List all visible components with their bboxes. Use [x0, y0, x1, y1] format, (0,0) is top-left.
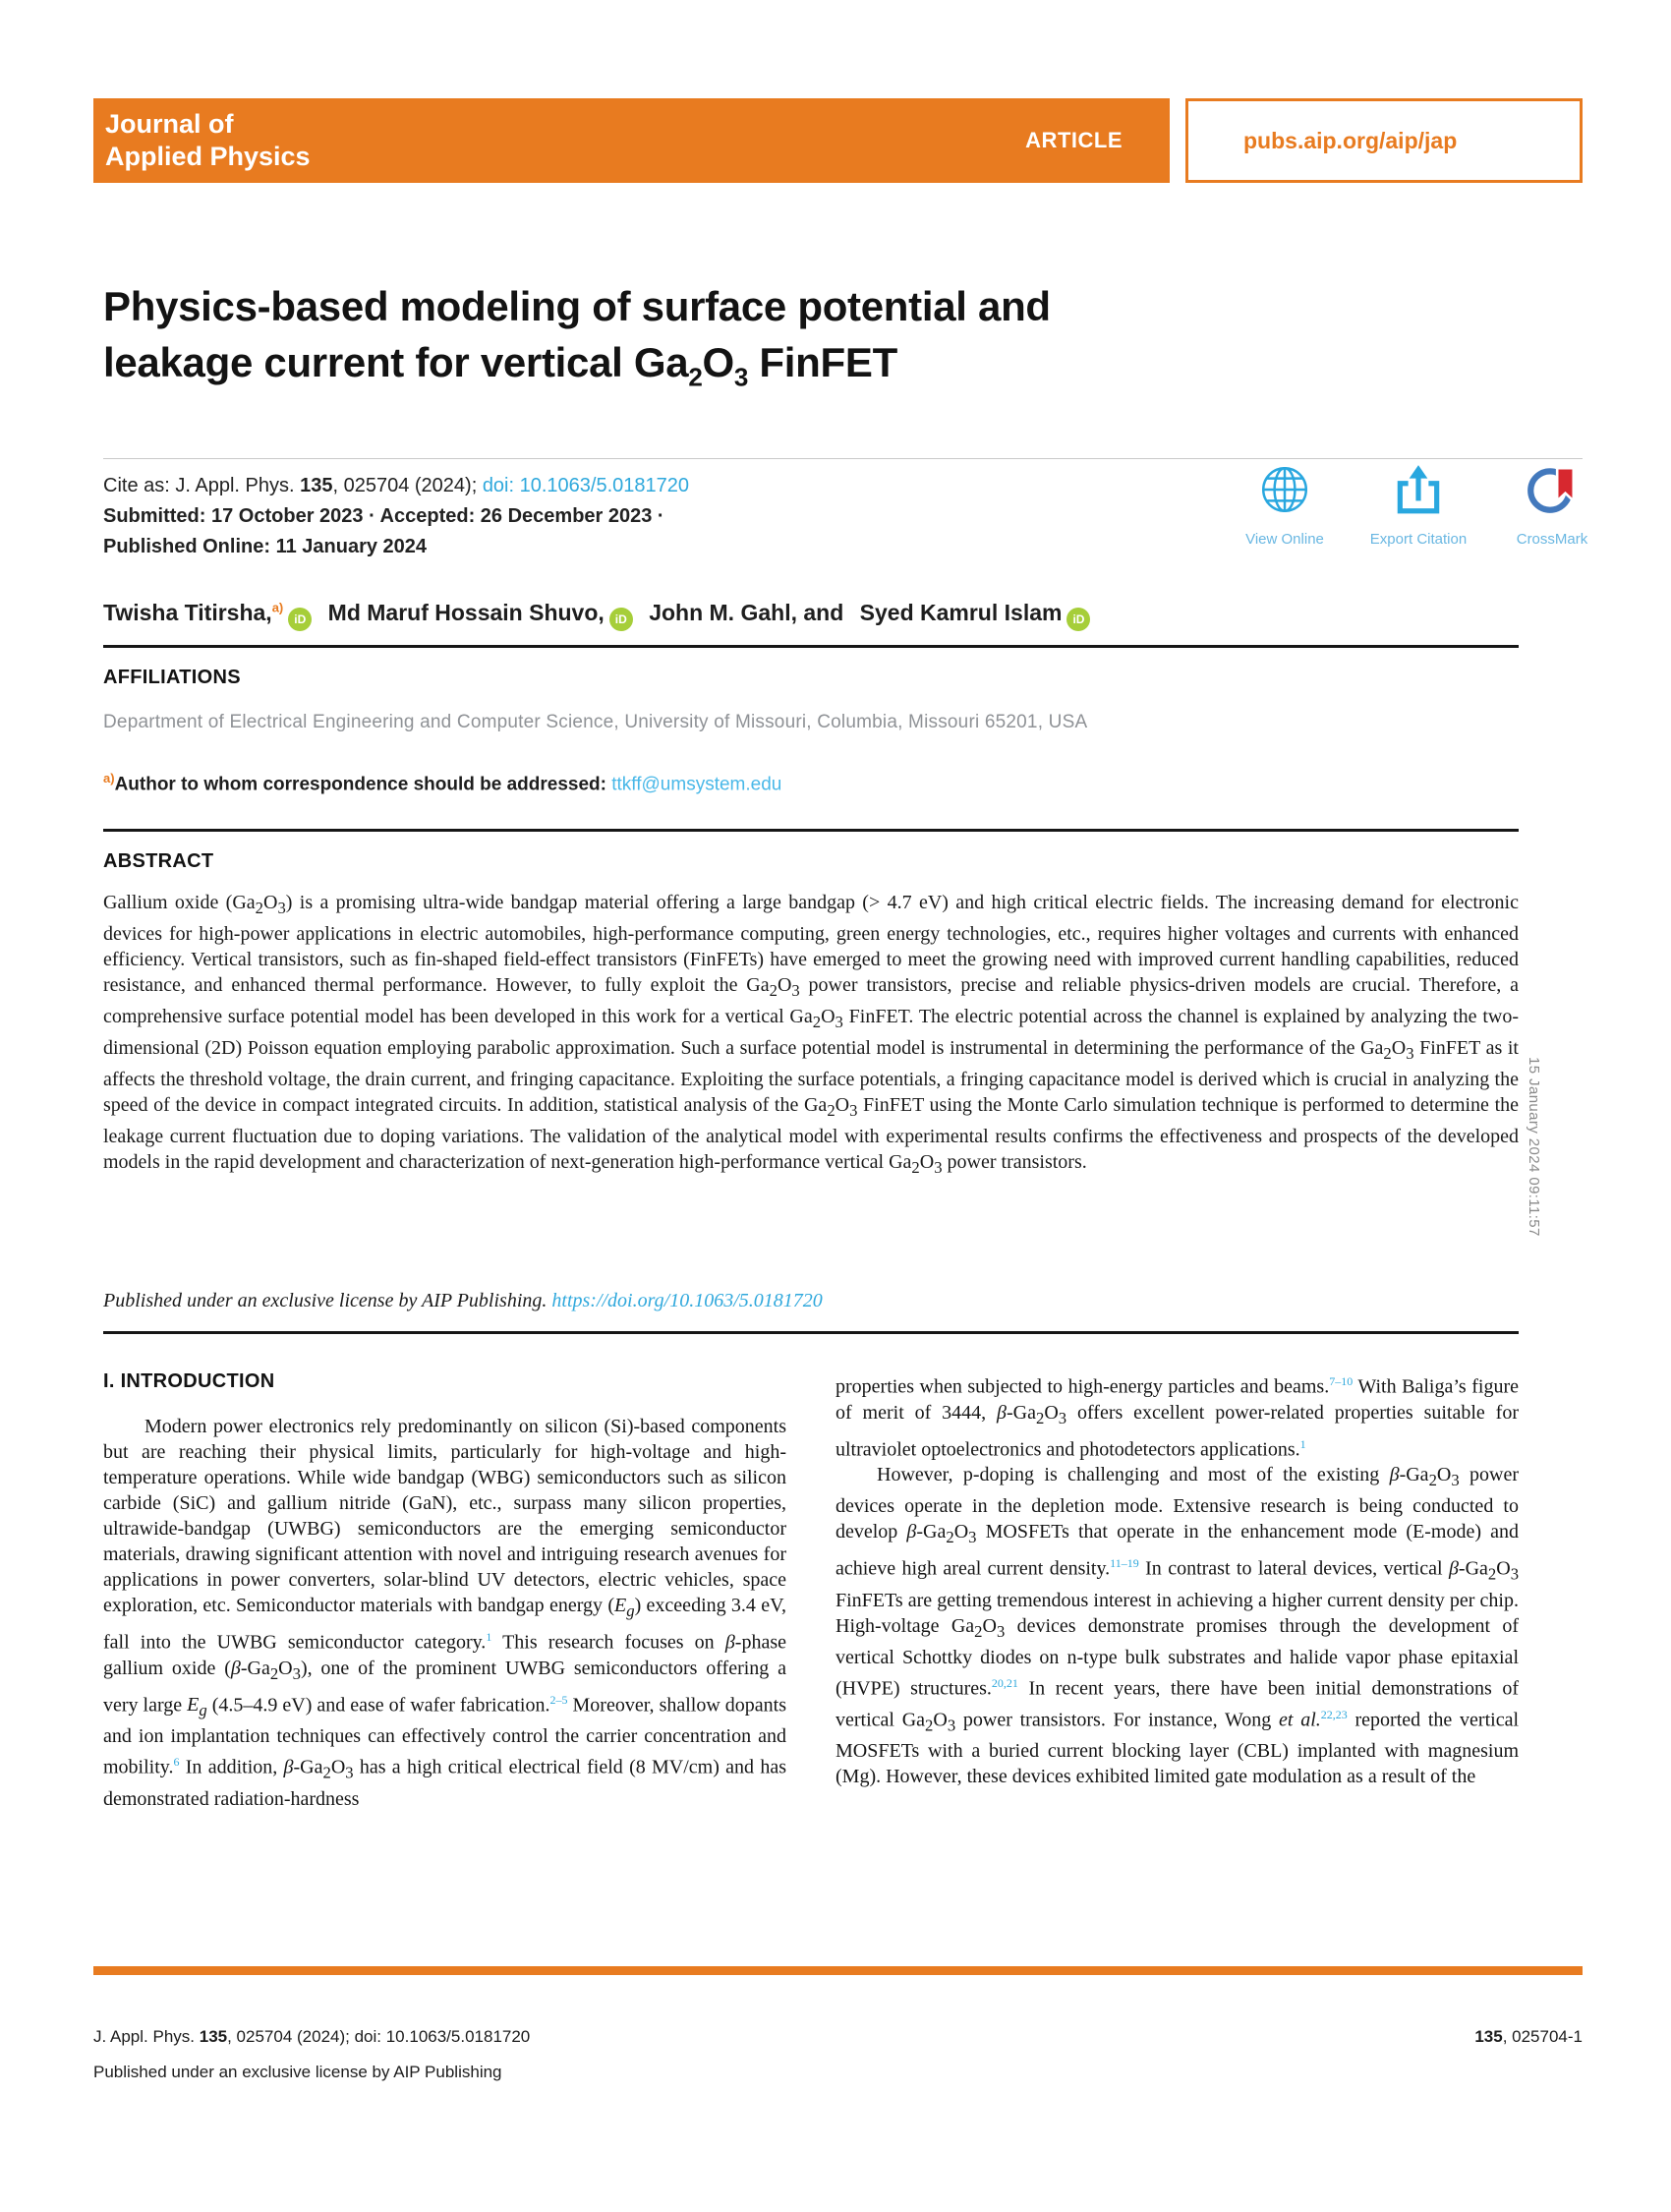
abstract-text: Gallium oxide $(Ga_2O_3)$ is a promising ultra-wide bandgap material offering a large bandgap (> 4.7 eV) and high critical electric fields. The increasing demand for electronic devices for high-power applications in electric automobiles, high-performance computing, green energy technologies, etc., requires higher voltages and currents with enhanced efficiency. Vertical transistors, such as fin-shaped field-effect transistors (FinFETs) have emerged to meet the growing need with improved current handling capabilities, reduced resistance, and enhanced thermal performance. However, to fully exploit the $Ga_2O_3$ power transistors, precise and reliable physics-driven models are crucial. Therefore, a comprehensive surface potential model has been developed in this work for a vertical $Ga_2O_3$ FinFET. The electric potential across the channel is explained by analyzing the two-dimensional (2D) Poisson equation employing parabolic approximation. Such a surface potential model is instrumental in determining the performance of the $Ga_2O_3$ FinFET as it affects the threshold voltage, the drain current, and fringing capacitance. Exploiting the surface potentials, a fringing capacitance model is derived which is crucial in analyzing the speed of the device in compact integrated circuits. In addition, statistical analysis of the $Ga_2O_3$ FinFET using the Monte Carlo simulation technique is performed to determine the leakage current fluctuation due to doping variations. The validation of the analytical model with experimental results confirms the effectiveness and prospects of the developed models in the rapid development and characterization of next-generation high-performance vertical $Ga_2O_3$ power transistors. — [103, 892, 1519, 1177]
crossmark-icon — [1525, 462, 1580, 522]
introduction-heading: I. INTRODUCTION — [103, 1370, 275, 1392]
intro-paragraph-right-2: However, p-doping is challenging and most of the existing $\beta-Ga_2O_3$ power devices operate in the depletion mode. Extensive research is being conducted to develop $\beta-Ga_2O_3$ MOSFETs that operate in the enhancement mode (E-mode) and achieve high areal current density.$^{11-19}$ In contrast to lateral devices, vertical $\beta-Ga_2O_3$ FinFETs are getting tremendous interest in achieving a higher current density per chip. High-voltage $Ga_2O_3$ devices demonstrate promises through the development of vertical Schottky diodes on n-type bulk substrates and halide vapor phase epitaxial (HVPE) structures.$^{20,21}$ In recent years, there have been initial demonstrations of vertical $Ga_2O_3$ power transistors. For instance, Wong et al.$^{22,23}$ reported the vertical MOSFETs with a buried current blocking layer (CBL) implanted with magnesium (Mg). However, these devices exhibited limited gate modulation as a result of the — [836, 1464, 1520, 1788]
download-timestamp: 15 January 2024 09:11:57 — [1526, 1057, 1542, 1237]
license-line: Published under an exclusive license by AIP Publishing. https://doi.org/10.1063/5.0181720 — [103, 1290, 823, 1311]
citation-block — [103, 471, 689, 562]
correspondence-note: $^{a)}$Author to whom correspondence should be addressed: ttkff@umsystem.edu — [103, 771, 782, 795]
divider-thick — [103, 829, 1519, 832]
orcid-icon[interactable]: iD — [1066, 608, 1090, 631]
author-2: Md Maruf Hossain Shuvo, iD — [328, 600, 633, 625]
crossmark-label: CrossMark — [1516, 531, 1588, 548]
paper-title: Physics-based modeling of surface potential and leakage current for vertical $Ga_2O_3$ FinFET — [103, 283, 1051, 392]
published-online-line: Published Online: 11 January 2024 — [103, 536, 428, 557]
footer-rule — [93, 1966, 1583, 1975]
author-1: Twisha Titirsha,$^{a)}$iD — [103, 600, 312, 625]
view-online-button[interactable] — [1235, 462, 1335, 548]
doi-link[interactable]: doi: 10.1063/5.0181720 — [482, 475, 690, 496]
footer-license: Published under an exclusive license by AIP Publishing — [93, 2063, 502, 2081]
author-4: Syed Kamrul Islam iD — [860, 600, 1091, 625]
submitted-accepted-line: Submitted: 17 October 2023 · Accepted: 26 December 2023 · — [103, 505, 664, 527]
export-icon — [1391, 462, 1446, 522]
intro-paragraph-left: Modern power electronics rely predominantly on silicon (Si)-based components but are reaching their physical limits, particularly for high-voltage and high-temperature operations. While wide bandgap (WBG) semiconductors such as silicon carbide (SiC) and gallium nitride (GaN), etc., surpass many silicon properties, ultrawide-bandgap (UWBG) semiconductors are the emerging semiconductor materials, drawing significant attention with novel and intriguing research avenues for applications in power converters, solar-blind UV detectors, electric vehicles, space exploration, etc. Semiconductor materials with bandgap energy $(E_g)$ exceeding 3.4 eV, fall into the UWBG semiconductor category.$^1$ This research focuses on β-phase gallium oxide $(\beta-Ga_2O_3)$, one of the prominent UWBG semiconductors offering a very large $E_g$ (4.5–4.9 eV) and ease of wafer fabrication.$^{2-5}$ Moreover, shallow dopants and ion implantation techniques can effectively control the carrier concentration and mobility.$^6$ In addition, $\beta-Ga_2O_3$ has a high critical electrical field (8 MV/cm) and has demonstrated radiation-hardness — [103, 1416, 787, 1810]
crossmark-button[interactable] — [1502, 462, 1602, 548]
orcid-icon[interactable]: iD — [288, 608, 312, 631]
cite-as-line: Cite as: J. Appl. Phys. 135, 025704 (2024); doi: 10.1063/5.0181720 — [103, 475, 690, 496]
globe-icon — [1257, 462, 1312, 522]
author-3: John M. Gahl, and — [649, 600, 844, 625]
affiliations-heading: AFFILIATIONS — [103, 667, 241, 688]
corresponding-author-mark: a) — [271, 600, 284, 615]
article-type-label: ARTICLE — [1025, 128, 1123, 152]
correspondence-mark: a) — [103, 771, 115, 786]
footer-citation: J. Appl. Phys. 135, 025704 (2024); doi: 10.1063/5.0181720 — [93, 2027, 531, 2046]
affiliation-text: Department of Electrical Engineering and Computer Science, University of Missouri, Columbia, Missouri 65201, USA — [103, 712, 1088, 732]
view-online-label: View Online — [1245, 531, 1324, 548]
email-link[interactable]: ttkff@umsystem.edu — [611, 774, 782, 795]
export-citation-button[interactable] — [1368, 462, 1469, 548]
export-citation-label: Export Citation — [1369, 531, 1468, 548]
journal-url-link[interactable]: pubs.aip.org/aip/jap — [1185, 98, 1583, 183]
author-list — [103, 600, 1100, 631]
divider-thick — [103, 1331, 1519, 1334]
footer-page-number: 135, 025704-1 — [1474, 2027, 1583, 2046]
intro-paragraph-right-1: properties when subjected to high-energy particles and beams.$^{7-10}$ With Baliga’s figure of merit of 3444, $\beta-Ga_2O_3$ offers excellent power-related properties suitable for ultraviolet optoelectronics and photodetectors applications.$^1$ — [836, 1374, 1519, 1461]
abstract-heading: ABSTRACT — [103, 850, 214, 872]
left-column — [103, 1368, 786, 1812]
orcid-icon[interactable]: iD — [609, 608, 633, 631]
journal-name: Journal of Applied Physics — [105, 109, 311, 171]
divider-thin — [103, 458, 1583, 459]
right-column — [836, 1368, 1519, 1812]
body-columns — [103, 1368, 1519, 1812]
doi-url-link[interactable]: https://doi.org/10.1063/5.0181720 — [551, 1290, 823, 1311]
article-actions — [1235, 462, 1602, 548]
divider-thick — [103, 645, 1519, 648]
journal-header-band — [93, 98, 1170, 183]
